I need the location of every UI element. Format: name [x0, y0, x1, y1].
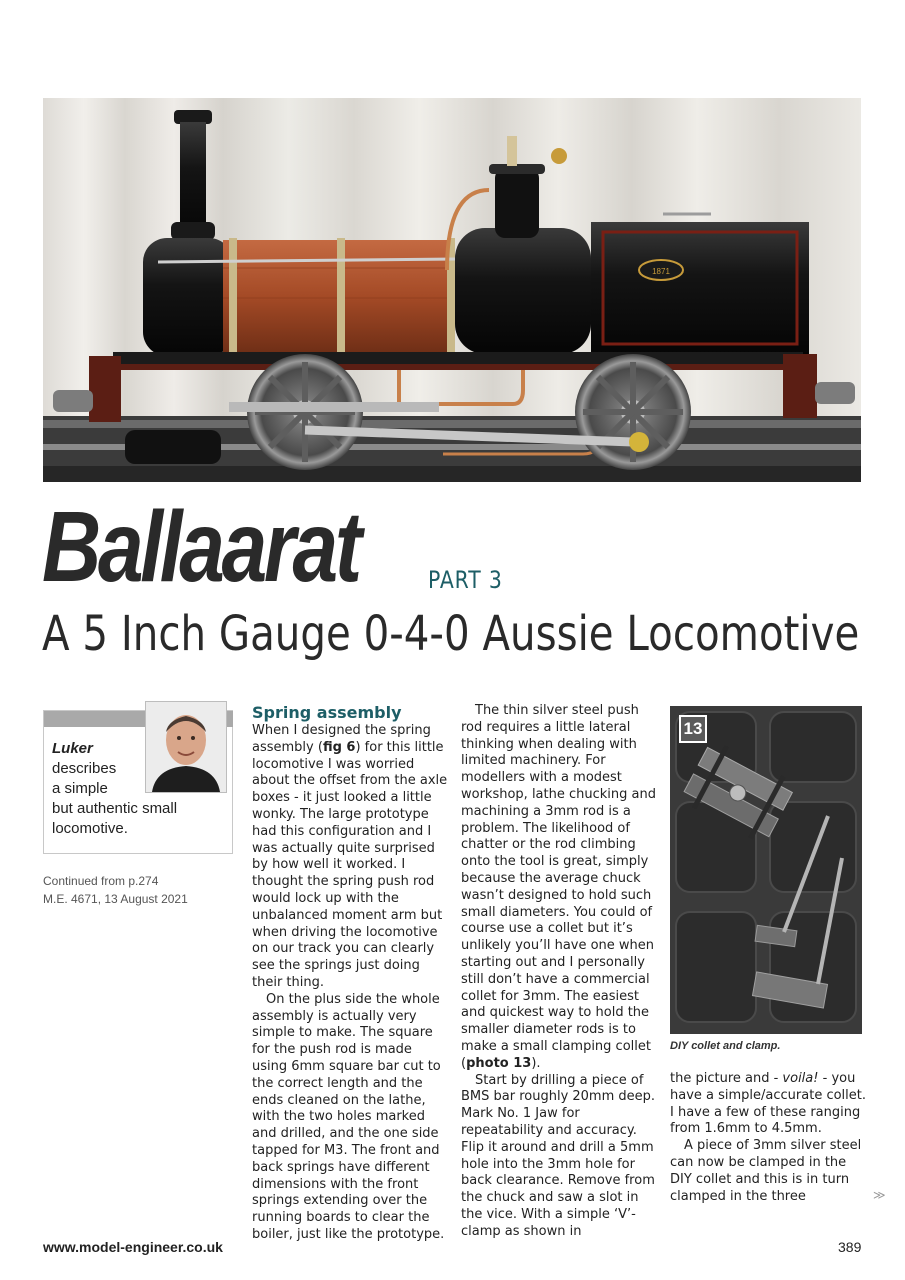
photo-reference: photo 13 — [466, 1055, 532, 1071]
text-run: When I designed the spring assembly ( — [252, 723, 431, 755]
text-run: The thin silver steel push rod requires a little lateral thinking when dealing with limited machinery. For modellers with a modest workshop, lathe chucking and machining a 3mm rod is a problem. The likelihood of chatter or the rod climbing onto the tool is great, simply because the average chuck wasn’t designed to hold such small diameters. You could of course use a collet but it’s unlikely you’ll have one when starting out and I personally still don’t have a commercial collet for 3mm. The easiest and quickest way to hold the smaller diameter rods is to make a small clamping collet ( — [461, 703, 656, 1071]
paragraph: Start by drilling a piece of BMS bar roughly 20mm deep. Mark No. 1 Jaw for repeatability and accuracy. Flip it around and drill a 5mm hole into the 3mm hole for back clearance. Remove from the chuck and saw a slot in the vice. With a simple ‘V’-clamp as shown in — [461, 1072, 656, 1239]
photo-caption: DIY collet and clamp. — [670, 1040, 781, 1052]
emphasis: voila! — [782, 1071, 819, 1086]
paragraph — [461, 703, 657, 1073]
article-column-2 — [461, 703, 657, 1241]
loco-plate-text: 1871 — [652, 267, 670, 276]
paragraph: On the plus side the whole assembly is actually very simple to make. The square for the push rod is made using 6mm square bar cut to the correct length and the ends cleaned on the lathe, with the two holes marked and drilled, and the one side tapped for M3. The front and back springs have different dimensions with the front springs extending over the running boards to clear the boiler, just like the prototype. — [252, 991, 445, 1242]
article-subtitle: A 5 Inch Gauge 0-4-0 Aussie Locomotive — [42, 606, 860, 662]
text-run: ) for this little locomotive I was worried about the offset from the axle boxes - it just looked a little wonky. The large prototype had this configuration and I was actually quite surprised by how well it worked. I thought the spring push rod would lock up with the unbalanced moment arm but when driving the locomotive on our track you can clearly see the springs just doing their thing. — [252, 739, 448, 990]
section-heading: Spring assembly — [252, 703, 402, 722]
author-blurb — [52, 739, 177, 839]
author-blurb-line: locomotive. — [52, 820, 128, 837]
continued-issue: M.E. 4671, 13 August 2021 — [43, 892, 188, 906]
author-blurb-line: but authentic small — [52, 800, 178, 817]
footer-website: www.model-engineer.co.uk — [43, 1239, 223, 1255]
author-blurb-line: describes — [52, 760, 117, 777]
page-number: 389 — [838, 1239, 862, 1255]
photo-13-collet-clamp — [670, 706, 862, 1034]
paragraph — [252, 723, 448, 992]
paragraph — [670, 1071, 866, 1138]
continued-note — [43, 872, 188, 908]
photo-number-badge: 13 — [679, 715, 707, 743]
article-column-1 — [252, 703, 448, 1244]
author-name: Luker — [52, 740, 93, 757]
continue-arrow-icon: ≫ — [873, 1188, 886, 1202]
continued-from: Continued from p.274 — [43, 874, 159, 888]
author-box — [43, 710, 233, 854]
figure-reference: fig 6 — [322, 739, 356, 755]
text-run: - you have a simple/accurate collet. I have a few of these ranging from 1.6mm to 4.5mm. — [670, 1071, 867, 1137]
author-blurb-line: a simple — [52, 780, 108, 797]
hero-locomotive-photo — [43, 98, 861, 482]
text-run: the picture and - — [670, 1071, 783, 1086]
article-part-label: PART 3 — [428, 566, 503, 594]
paragraph: A piece of 3mm silver steel can now be clamped in the DIY collet and this is in turn clamped in the three — [670, 1138, 862, 1204]
article-title: Ballaarat — [42, 491, 359, 603]
article-column-3 — [670, 1071, 866, 1205]
text-run: ). — [531, 1055, 541, 1071]
